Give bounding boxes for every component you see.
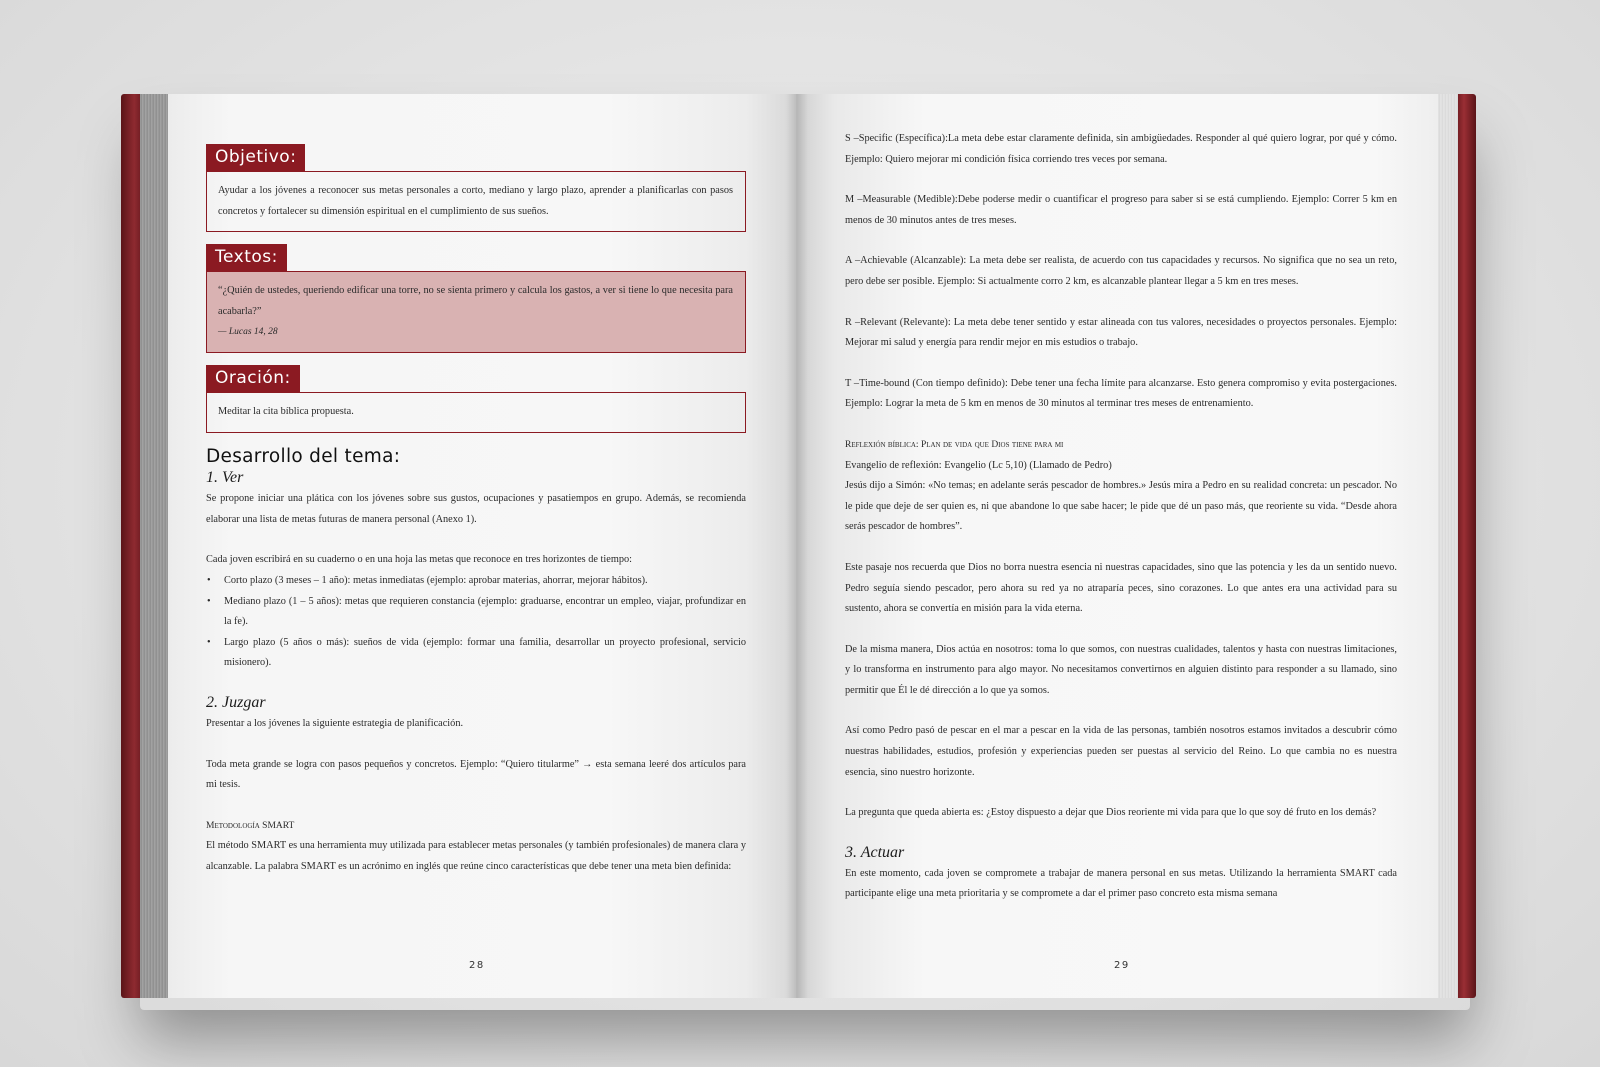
- ver-heading: 1. Ver: [206, 469, 244, 487]
- ver-paragraph-1: Se propone iniciar una plática con los jóvenes sobre sus gustos, ocupaciones y pasatiempos en grupo. Además, se recomienda elaborar una lista de metas futuras de manera personal (Anexo 1).: [206, 493, 746, 525]
- actuar-paragraph-1: En este momento, cada joven se compromete a trabajar de manera personal en sus metas. Utilizando la herramienta SMART cada participante elige una meta prioritaria y se compromete a dar el primer paso concreto esta misma semana: [845, 867, 1397, 900]
- right-page-content: [845, 129, 1397, 905]
- objetivo-box: [206, 144, 746, 232]
- smart-item-r: R –Relevant (Relevante): La meta debe tener sentido y estar alineada con tus valores, necesidades o proyectos personales. Ejemplo: Mejorar mi salud y energía para rendir mejor en mis estudios o trabajo.: [845, 316, 1397, 349]
- smart-item-t: T –Time-bound (Con tiempo definido): Debe tener una fecha límite para alcanzarse. Esto genera compromiso y evita postergaciones. Ejemplo: Lograr la meta de 5 km en menos de 30 minutos al terminar tres meses de entrenamiento.: [845, 377, 1397, 410]
- oracion-body: [206, 392, 746, 433]
- reflexion-paragraph-5: La pregunta que queda abierta es: ¿Estoy dispuesto a dejar que Dios reoriente mi vida para que lo que soy dé fruto en los demás?: [845, 807, 1377, 819]
- evangelio-line: Evangelio de reflexión: Evangelio (Lc 5,10) (Llamado de Pedro): [845, 459, 1112, 471]
- textos-citation: — Lucas 14, 28: [218, 327, 278, 338]
- left-page-content: [206, 144, 746, 877]
- page-number-left: 28: [469, 960, 485, 971]
- desarrollo-title: Desarrollo del tema:: [206, 445, 401, 467]
- reflexion-paragraph-2: Este pasaje nos recuerda que Dios no borra nuestra esencia ni nuestras capacidades, sino que las potencia y les da un sentido nuevo. Pedro seguía siendo pescador, pero ahora su red ya no atraparía peces, sino corazones. Lo que antes era una actividad para su sustento, ahora se convertía en misión para la vida eterna.: [845, 561, 1397, 615]
- reflexion-paragraph-3: De la misma manera, Dios actúa en nosotros: toma lo que somos, con nuestras cualidades, talentos y hasta con nuestras limitaciones, y lo transforma en instrumento para algo mayor. No necesitamos convertirnos en alguien distinto para responder a su llamado, sino permitir que Él le dé dirección a lo que ya somos.: [845, 643, 1397, 696]
- list-item: • Mediano plazo (1 – 5 años): metas que requieren constancia (ejemplo: graduarse, encontrar un empleo, viajar, profundizar en la fe).: [224, 592, 746, 633]
- smart-item-s: S –Specific (Específica):La meta debe estar claramente definida, sin ambigüedades. Responder al qué quiero lograr, por qué y cómo. Ejemplo: Quiero mejorar mi condición física corriendo tres veces por semana.: [845, 133, 1397, 165]
- smart-item-a: A –Achievable (Alcanzable): La meta debe ser realista, de acuerdo con tus capacidades y recursos. No significa que no sea un reto, pero debe ser posible. Ejemplo: Si actualmente corro 2 km, es alcanzable plantear llegar a 5 km en tres meses.: [845, 255, 1397, 287]
- page-edges-left: [140, 94, 170, 998]
- list-item: • Largo plazo (5 años o más): sueños de vida (ejemplo: formar una familia, desarrollar un proyecto profesional, servicio misionero).: [224, 633, 746, 674]
- juzgar-heading: 2. Juzgar: [206, 693, 266, 711]
- reflexion-paragraph-1: Jesús dijo a Simón: «No temas; en adelante serás pescador de hombres.» Jesús mira a Pedro en su realidad concreta: un pescador. No le pide que deje de ser quien es, ni que abandone lo que sabe hacer; le pide que dé un paso más, que reoriente su vida. “Desde ahora serás pescador de hombres”.: [845, 480, 1397, 533]
- textos-label: Textos:: [206, 244, 287, 271]
- textos-body: [206, 271, 746, 353]
- ver-paragraph-2: Cada joven escribirá en su cuaderno o en una hoja las metas que reconoce en tres horizontes de tiempo:: [206, 554, 633, 566]
- book-cover-right: [1456, 94, 1476, 998]
- juzgar-paragraph-2: Toda meta grande se logra con pasos pequeños y concretos. Ejemplo: “Quiero titularme” → esta semana leeré dos artículos para mi tesis.: [206, 758, 746, 791]
- juzgar-paragraph-1: Presentar a los jóvenes la siguiente estrategia de planificación.: [206, 717, 464, 729]
- book-gutter: [786, 94, 808, 998]
- objetivo-label: Objetivo:: [206, 144, 305, 171]
- objetivo-body: [206, 171, 746, 232]
- textos-quote: “¿Quién de ustedes, queriendo edificar una torre, no se sienta primero y calcula los gastos, a ver si tiene lo que necesita para acabarla?”: [218, 285, 733, 317]
- reflexion-label: Reflexión bíblica: Plan de vida que Dios tiene para mi: [845, 439, 1064, 450]
- smart-label: Metodología SMART: [206, 820, 295, 831]
- oracion-box: [206, 365, 746, 433]
- oracion-label: Oración:: [206, 365, 300, 392]
- smart-item-m: M –Measurable (Medible):Debe poderse medir o cuantificar el progreso para saber si se está cumpliendo. Ejemplo: Correr 5 km en menos de 30 minutos antes de tres meses.: [845, 194, 1397, 226]
- objetivo-text: Ayudar a los jóvenes a reconocer sus metas personales a corto, mediano y largo plazo, aprender a planificarlas con pasos concretos y fortalecer su dimensión espiritual en el cumplimiento de sus sueños.: [218, 185, 733, 217]
- actuar-heading: 3. Actuar: [845, 843, 905, 861]
- oracion-text: Meditar la cita bíblica propuesta.: [218, 405, 354, 417]
- juzgar-paragraph-3: El método SMART es una herramienta muy utilizada para establecer metas personales (y también profesionales) de manera clara y alcanzable. La palabra SMART es un acrónimo en inglés que reúne cinco características que debe tener una meta bien definida:: [206, 840, 746, 872]
- list-item: • Corto plazo (3 meses – 1 año): metas inmediatas (ejemplo: aprobar materias, ahorrar, mejorar hábitos).: [224, 571, 746, 592]
- textos-box: [206, 244, 746, 353]
- reflexion-paragraph-4: Así como Pedro pasó de pescar en el mar a pescar en la vida de las personas, también nosotros estamos invitados a descubrir cómo nuestras habilidades, estudios, profesión y experiencias pueden ser puestas al servicio del Reino. Lo que cambia no es nuestra esencia, sino nuestro horizonte.: [845, 725, 1397, 778]
- horizons-list: [206, 571, 746, 674]
- page-number-right: 29: [1114, 960, 1130, 971]
